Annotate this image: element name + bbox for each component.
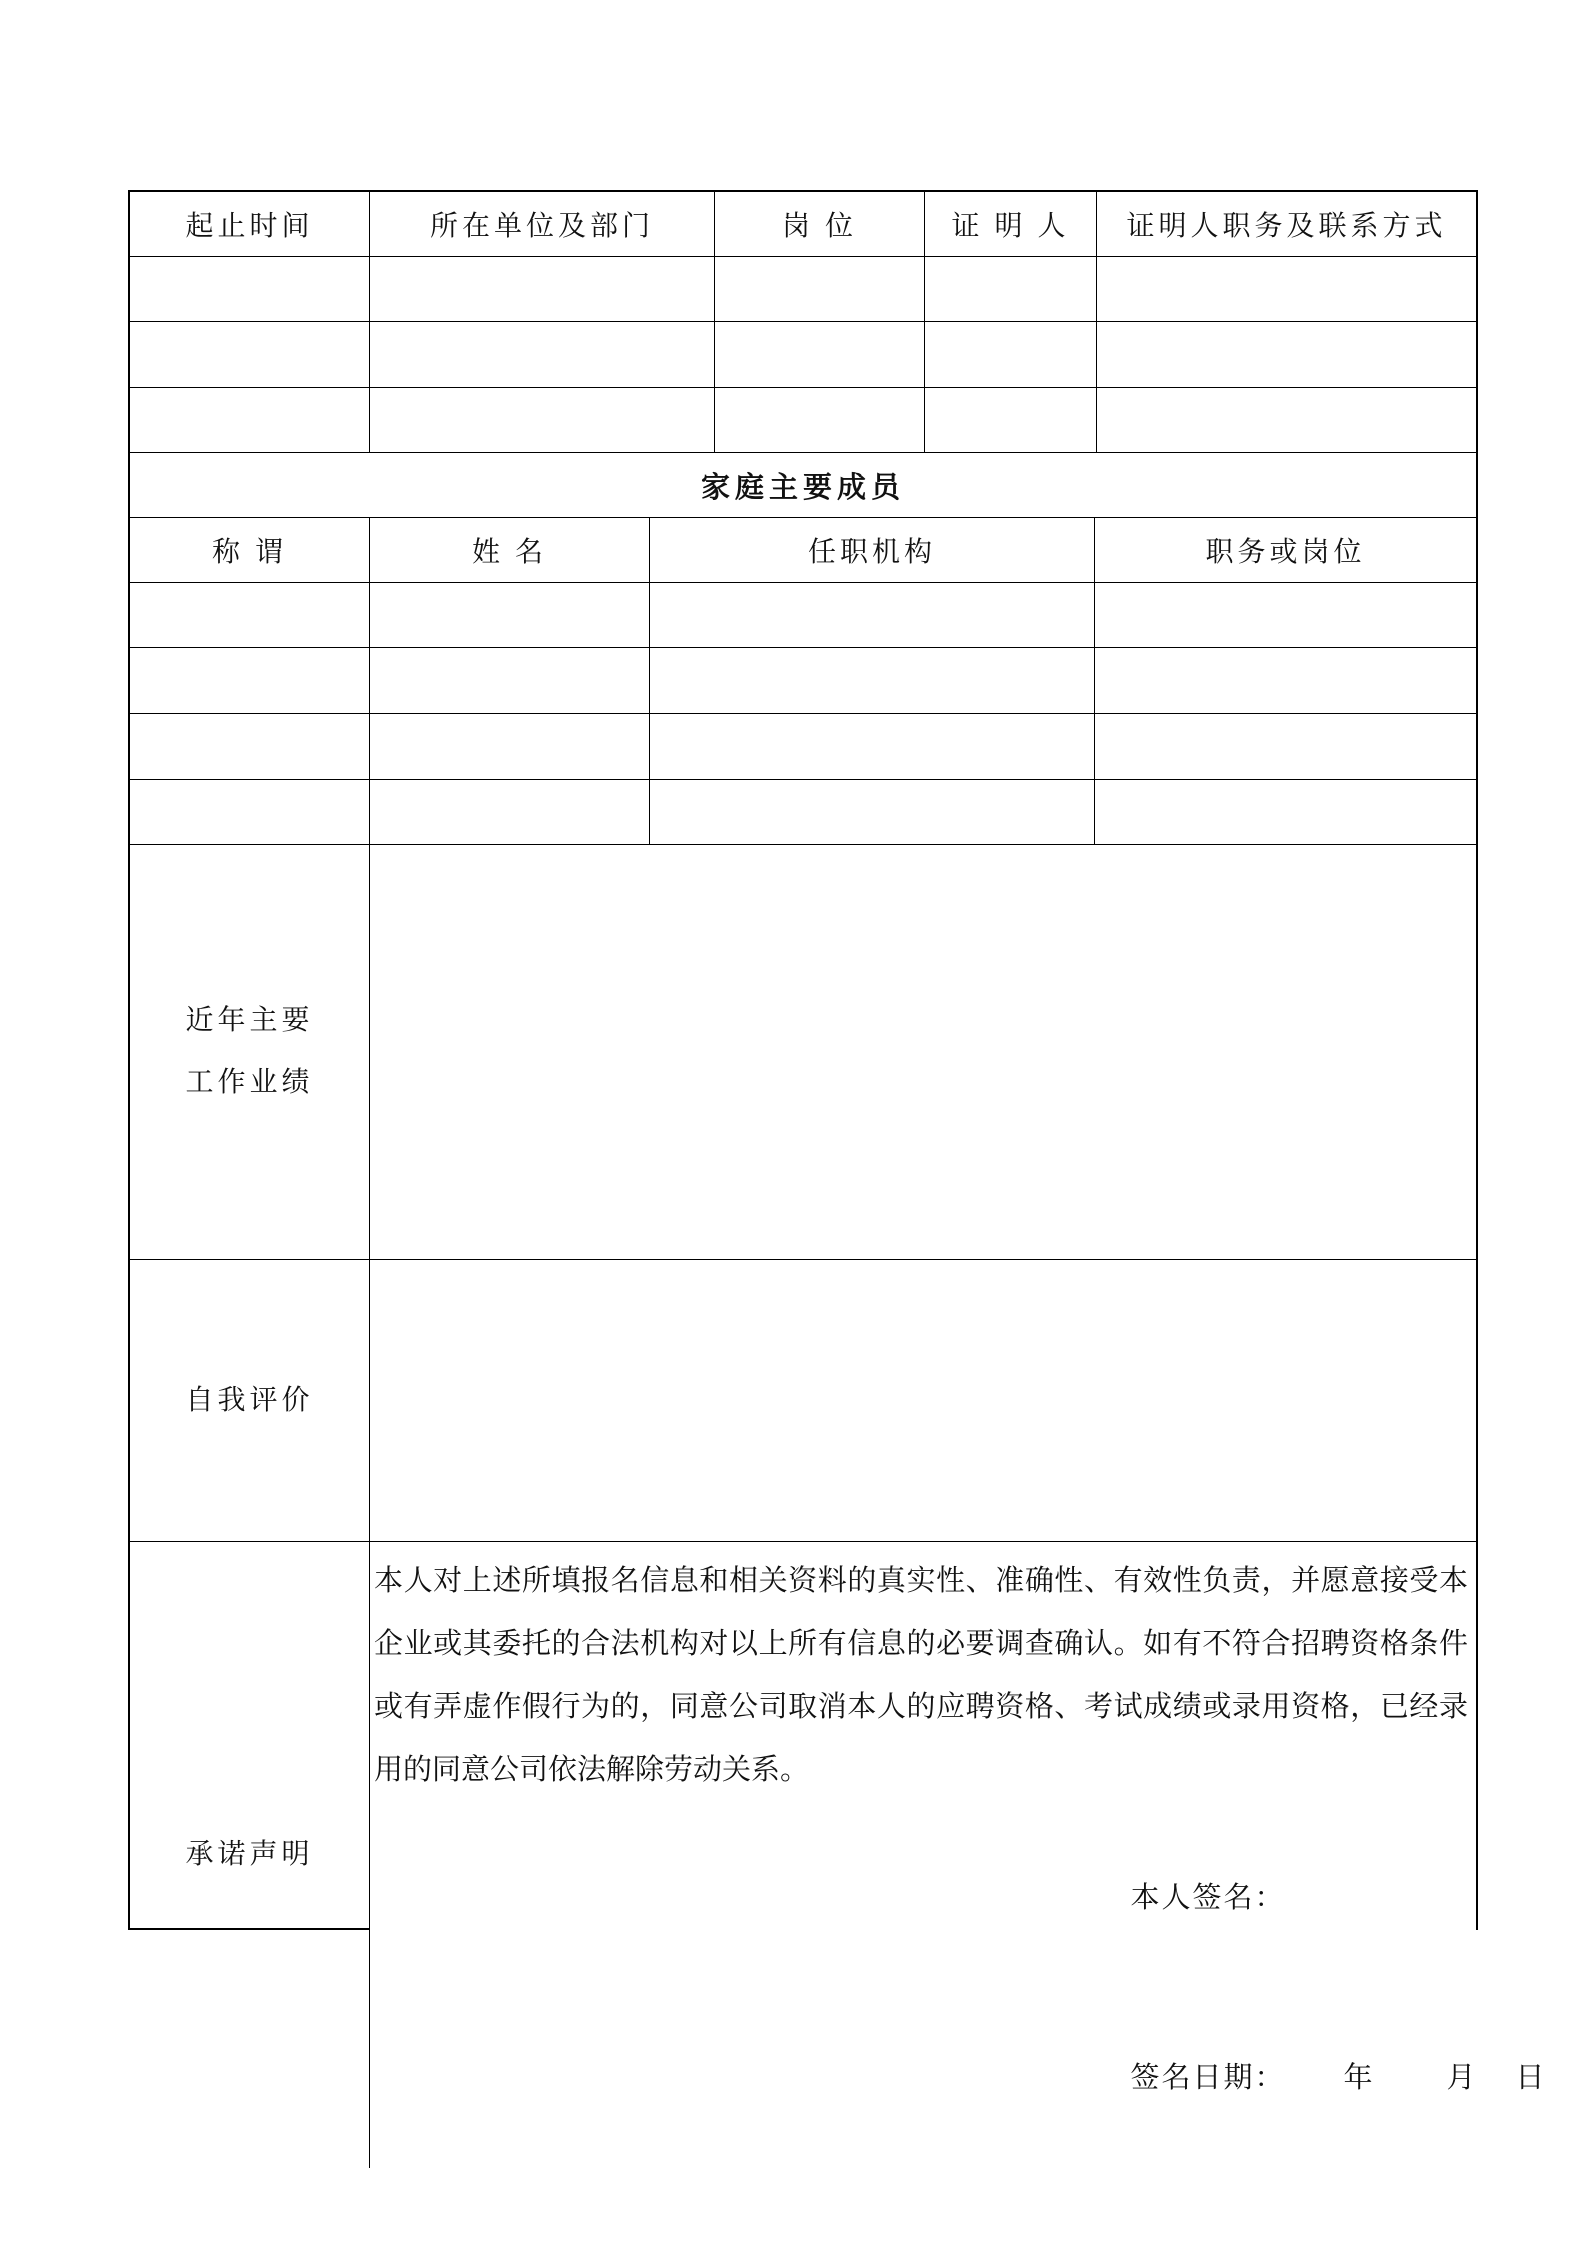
family-table-cell[interactable] [370, 780, 650, 845]
work-table-cell[interactable] [925, 257, 1097, 322]
work-table-cell[interactable] [715, 388, 925, 453]
self-evaluation-content-area[interactable] [370, 1260, 1476, 1541]
declaration-text-line: 本人对上述所填报名信息和相关资料的真实性、准确性、有效性负责，并愿意接受本 [374, 1565, 1468, 1597]
work-table-cell[interactable] [130, 388, 370, 453]
family-table-cell[interactable] [130, 648, 370, 714]
family-members-table [130, 518, 1476, 845]
family-section-title: 家庭主要成员 [700, 471, 905, 504]
declaration-row [130, 1542, 1547, 2094]
family-table-cell[interactable] [650, 714, 1095, 780]
family-table-cell[interactable] [650, 780, 1095, 845]
family-header-employer: 任职机构 [650, 518, 1095, 583]
date-label: 签名日期： [1130, 2062, 1286, 2094]
work-header-reference-contact: 证明人职务及联系方式 [1097, 192, 1476, 257]
work-table-cell[interactable] [130, 322, 370, 388]
family-table-cell[interactable] [370, 714, 650, 780]
achievements-label-line2: 工作业绩 [185, 1067, 314, 1098]
declaration-text-line: 或有弄虚作假行为的，同意公司取消本人的应聘资格、考试成绩或录用资格，已经录 [374, 1691, 1468, 1723]
family-table-cell[interactable] [130, 714, 370, 780]
family-header-position: 职务或岗位 [1095, 518, 1476, 583]
family-section-title-row [130, 453, 1476, 518]
work-header-period: 起止时间 [130, 192, 370, 257]
self-evaluation-label-cell [130, 1260, 370, 1541]
work-table-cell[interactable] [1097, 322, 1476, 388]
achievements-row [130, 845, 1476, 1260]
family-table-cell[interactable] [650, 648, 1095, 714]
declaration-text-line: 企业或其委托的合法机构对以上所有信息的必要调查确认。如有不符合招聘资格条件 [374, 1628, 1468, 1660]
date-day-label: 日 [1515, 2062, 1547, 2094]
self-evaluation-label: 自我评价 [185, 1384, 314, 1416]
work-table-cell[interactable] [925, 388, 1097, 453]
family-table-cell[interactable] [370, 583, 650, 648]
declaration-label: 承诺声明 [185, 1839, 314, 1870]
family-table-cell[interactable] [1095, 648, 1476, 714]
application-form-table [128, 190, 1547, 2094]
family-table-cell[interactable] [130, 583, 370, 648]
family-table-cell[interactable] [1095, 714, 1476, 780]
work-header-reference: 证 明 人 [925, 192, 1097, 257]
family-table-cell[interactable] [130, 780, 370, 845]
achievements-content-area[interactable] [370, 845, 1476, 1259]
work-header-position: 岗 位 [715, 192, 925, 257]
family-header-name: 姓 名 [370, 518, 650, 583]
work-table-cell[interactable] [1097, 388, 1476, 453]
achievements-label [130, 845, 370, 1259]
family-table-cell[interactable] [1095, 780, 1476, 845]
work-table-cell[interactable] [370, 322, 715, 388]
declaration-label-cell [130, 1542, 370, 2168]
family-table-cell[interactable] [370, 648, 650, 714]
work-table-cell[interactable] [370, 257, 715, 322]
family-table-cell[interactable] [650, 583, 1095, 648]
date-month-label: 月 [1446, 2062, 1478, 2094]
family-header-relation: 称 谓 [130, 518, 370, 583]
declaration-content-area [370, 1542, 1547, 2168]
work-table-cell[interactable] [715, 257, 925, 322]
work-table-cell[interactable] [130, 257, 370, 322]
work-header-unit-department: 所在单位及部门 [370, 192, 715, 257]
work-table-cell[interactable] [1097, 257, 1476, 322]
signature-line[interactable] [1038, 1808, 1468, 1988]
work-table-cell[interactable] [715, 322, 925, 388]
signature-label: 本人签名： [1130, 1882, 1286, 1914]
work-table-cell[interactable] [370, 388, 715, 453]
family-table-cell[interactable] [1095, 583, 1476, 648]
signature-date-line[interactable] [1038, 1988, 1547, 2168]
achievements-label-line1: 近年主要 [185, 1005, 314, 1036]
declaration-text-line: 用的同意公司依法解除劳动关系。 [374, 1754, 810, 1786]
date-year-label: 年 [1343, 2062, 1375, 2094]
self-evaluation-row [130, 1260, 1476, 1542]
work-table-cell[interactable] [925, 322, 1097, 388]
work-history-table [130, 192, 1476, 453]
